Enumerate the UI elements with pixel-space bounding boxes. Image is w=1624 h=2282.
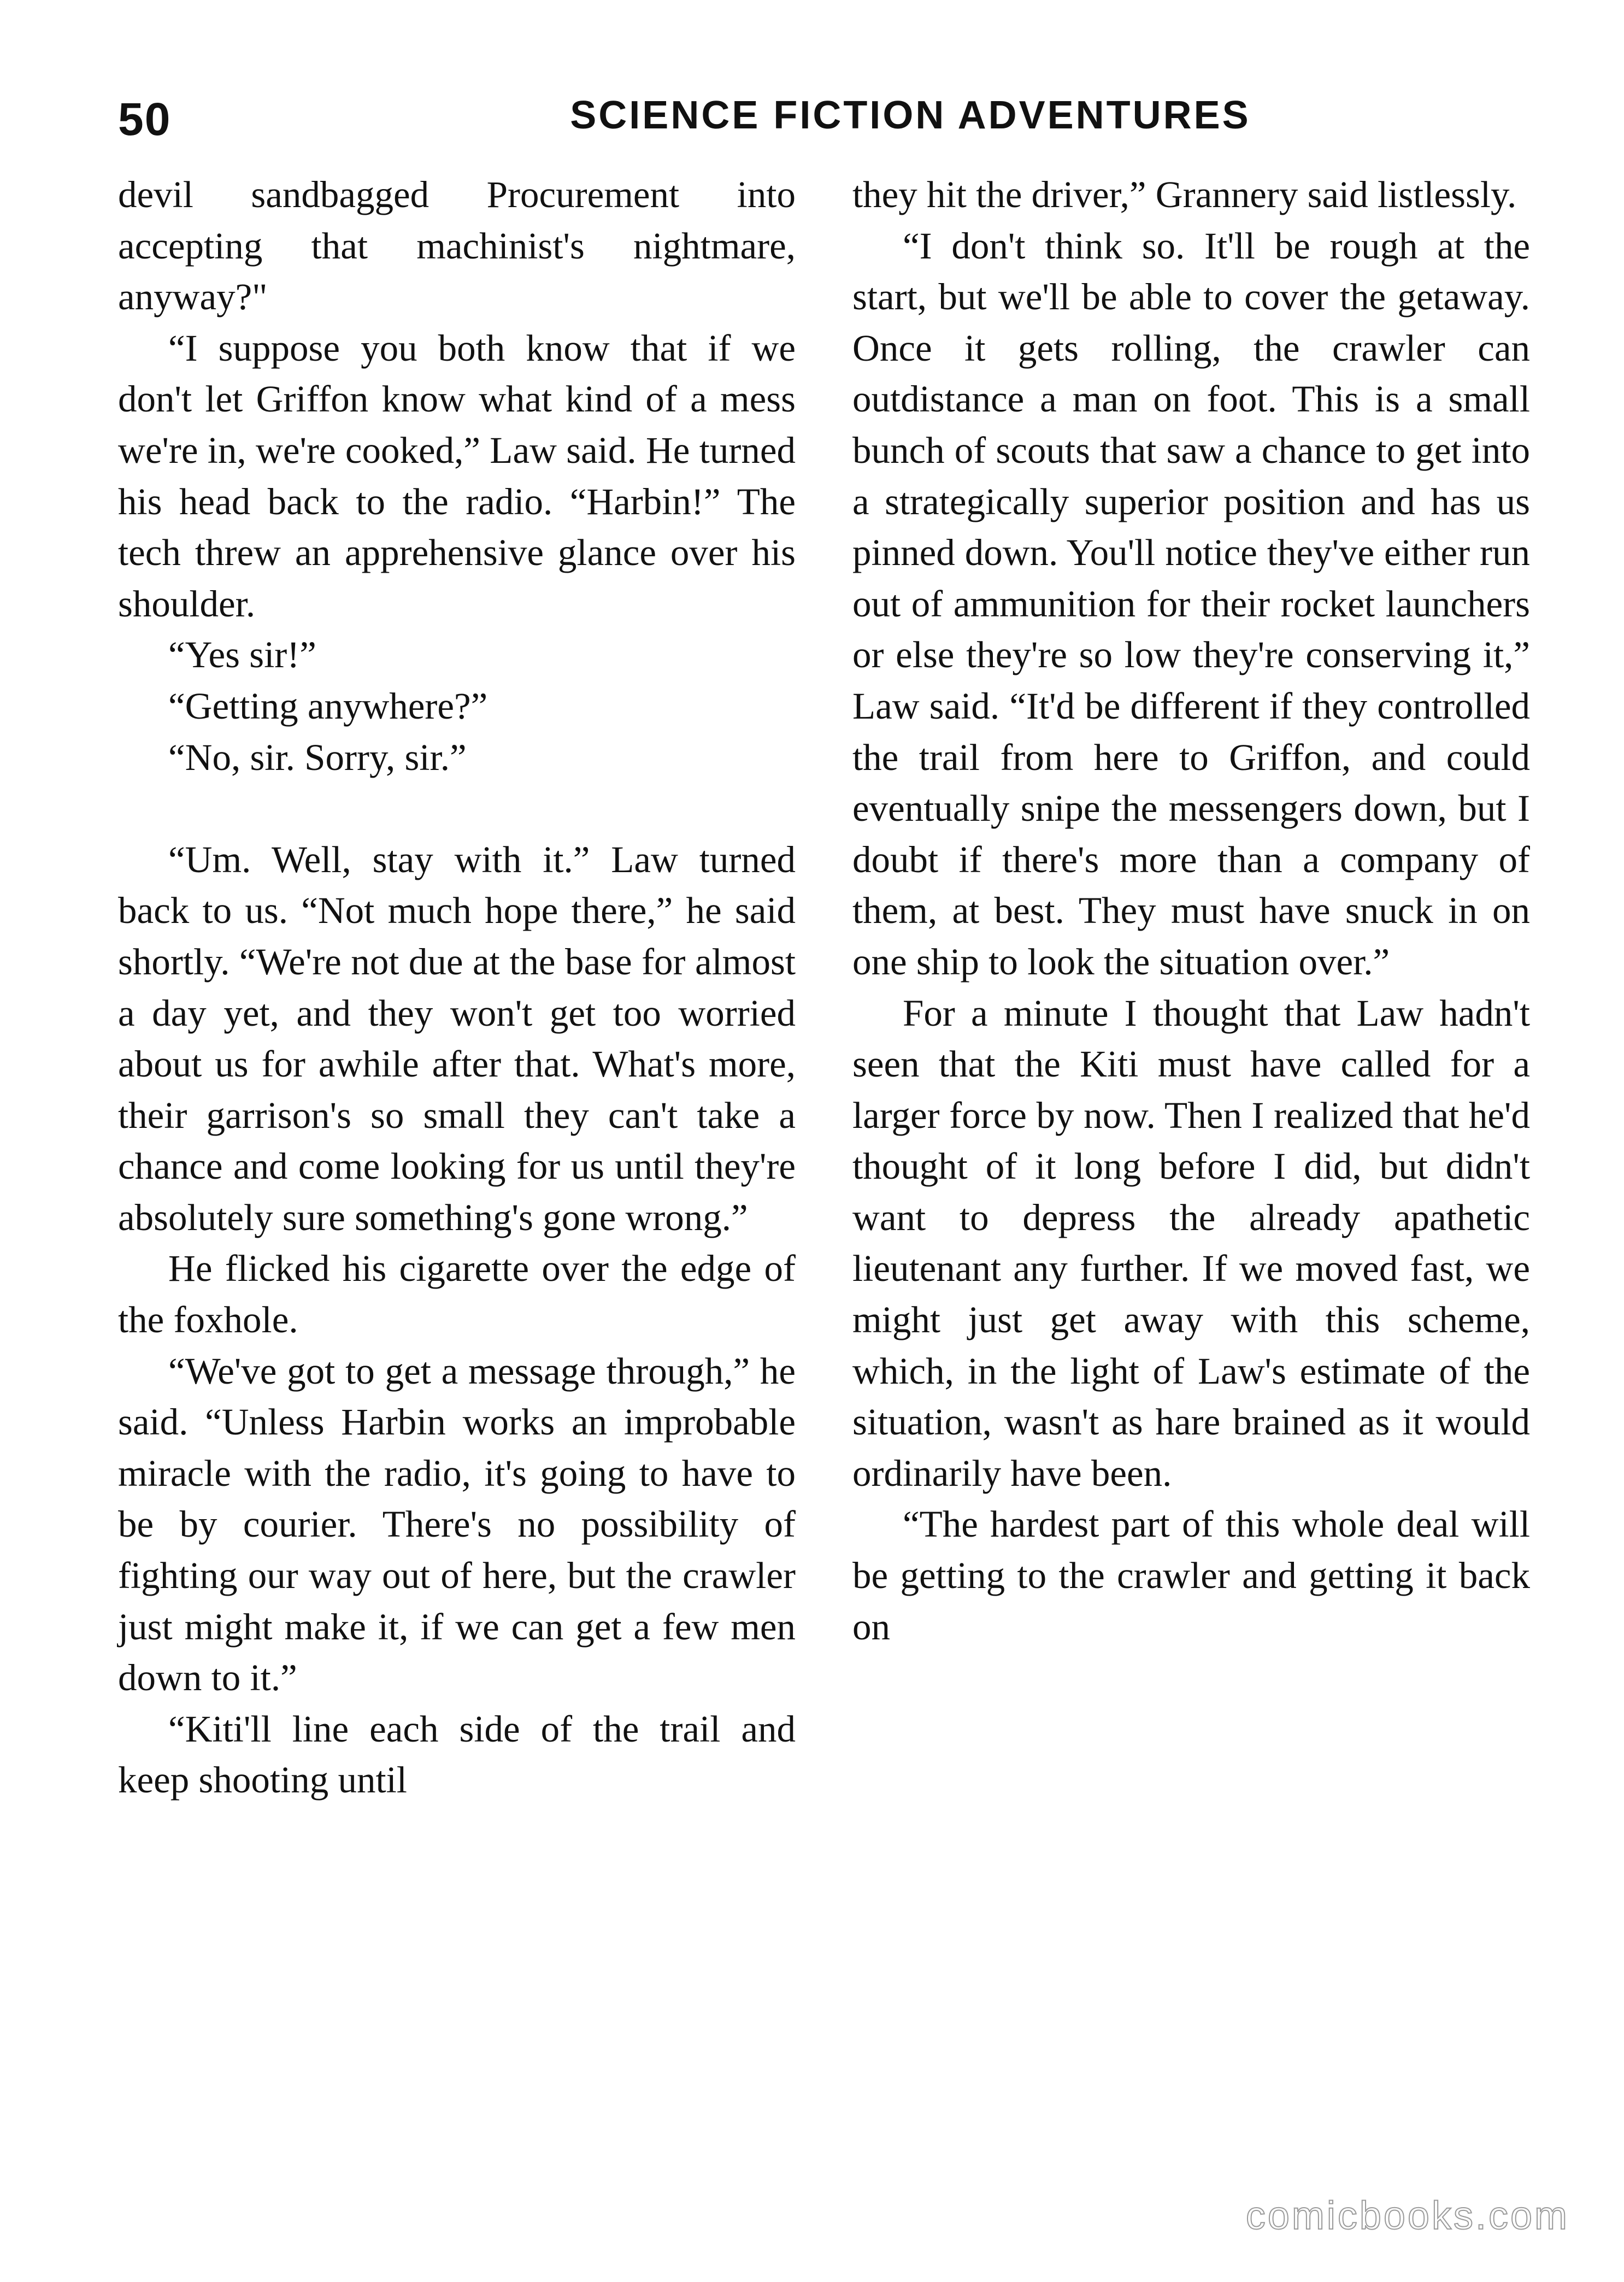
paragraph: “I suppose you both know that if we don't let Griffon know what kind of a mess we're in, we're cooked,” Law said. He turned his head back to the radio. “Harbin!” The tech threw an apprehensive glance over his shoulder. <box>118 327 796 625</box>
paragraph: He flicked his cigarette over the edge of the foxhole. <box>118 1248 796 1341</box>
paragraph: “Getting anywhere?” <box>168 685 488 727</box>
paragraph: “I don't think so. It'll be rough at the start, but we'll be able to cover the getaway. Once it gets rolling, the crawler can outdistance a man on foot. This is a small bunch of scouts that saw a chance to get into a strategically superior position and has us pinned down. You'll notice they've either run out of ammunition for their rocket launchers or else they're so low they're conserving it,” Law said. “It'd be different if they controlled the trail from here to Griffon, and could eventually snipe the messengers down, but I doubt if there's more than a company of them, at best. They must have snuck in on one ship to look the situation over.” <box>852 225 1530 983</box>
watermark-logo: comicbooks.com <box>1245 2194 1569 2238</box>
running-title: SCIENCE FICTION ADVENTURES <box>570 93 1251 137</box>
paragraph: “Um. Well, stay with it.” Law turned back to us. “Not much hope there,” he said shortly. “We're not due at the base for almost a day yet, and they won't get too worried about us for awhile after that. What's more, their garrison's so small they can't take a chance and come looking for us until they're absolutely sure something's gone wrong.” <box>118 838 796 1238</box>
paragraph: “Yes sir!” <box>168 634 316 676</box>
page-number: 50 <box>118 93 172 145</box>
paragraph: they hit the driver,” Grannery said listlessly. <box>852 174 1517 215</box>
page-header <box>118 93 1522 158</box>
right-column <box>852 169 1530 1652</box>
paragraph: devil sandbagged Procurement into accepting that machinist's nightmare, anyway?" <box>118 174 796 318</box>
left-column <box>118 169 796 1806</box>
paragraph: “No, sir. Sorry, sir.” <box>168 736 467 778</box>
paragraph: “The hardest part of this whole deal will be getting to the crawler and getting it back on <box>852 1503 1530 1648</box>
paragraph: “We've got to get a message through,” he said. “Unless Harbin works an improbable miracle with the radio, it's going to have to be by courier. There's no possibility of fighting our way out of here, but the crawler just might make it, if we can get a few men down to it.” <box>118 1350 796 1699</box>
paragraph: For a minute I thought that Law hadn't seen that the Kiti must have called for a larger force by now. Then I realized that he'd thought of it long before I did, but didn't want to depress the already apathetic lieutenant any further. If we moved fast, we might just get away with this scheme, which, in the light of Law's estimate of the situation, wasn't as hare brained as it would ordinarily have been. <box>852 992 1530 1494</box>
paragraph: “Kiti'll line each side of the trail and keep shooting until <box>118 1708 796 1801</box>
